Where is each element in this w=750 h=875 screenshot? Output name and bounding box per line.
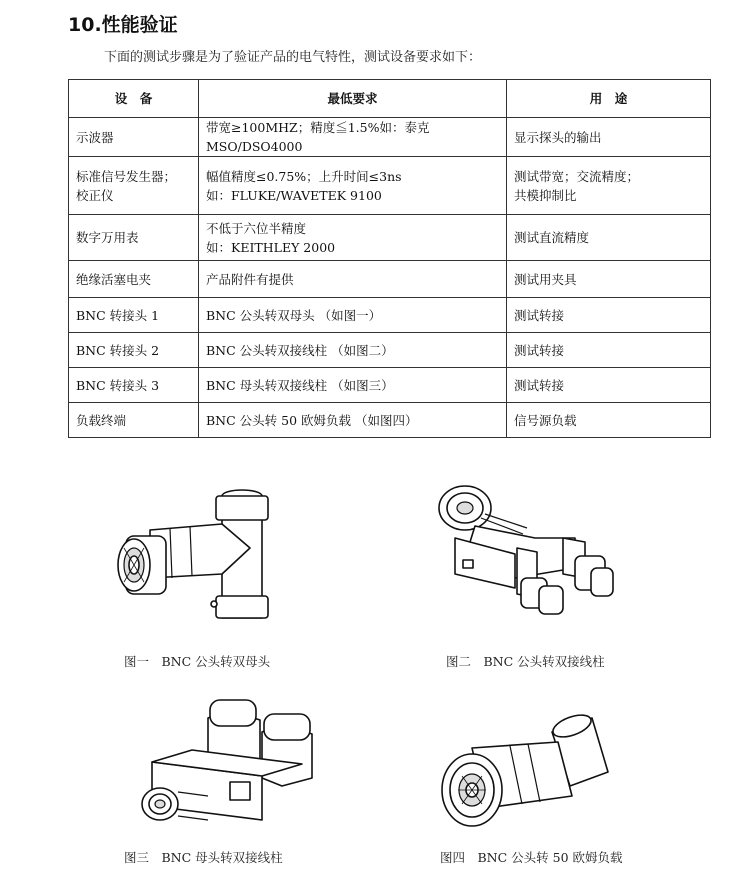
cell-device: 标准信号发生器； 校正仪 bbox=[69, 157, 199, 215]
cell-usage: 测试直流精度 bbox=[507, 215, 711, 261]
table-row bbox=[69, 215, 711, 261]
cell-device: 负载终端 bbox=[69, 403, 199, 438]
table-row bbox=[69, 261, 711, 298]
section-title: 10.性能验证 bbox=[68, 14, 178, 36]
bnc-50-ohm-terminator-illustration bbox=[432, 712, 622, 842]
cell-device: 数字万用表 bbox=[69, 215, 199, 261]
cell-usage: 显示探头的输出 bbox=[507, 118, 711, 157]
table-header-row bbox=[69, 80, 711, 118]
cell-requirement: 带宽≥100MHZ；精度≦1.5%如：泰克 MSO/DSO4000 bbox=[199, 118, 507, 157]
table-row bbox=[69, 368, 711, 403]
cell-device: 绝缘活塞电夹 bbox=[69, 261, 199, 298]
bnc-tee-adapter-illustration bbox=[110, 478, 310, 638]
table-row bbox=[69, 118, 711, 157]
intro-paragraph: 下面的测试步骤是为了验证产品的电气特性，测试设备要求如下： bbox=[104, 50, 482, 65]
header-requirement: 最低要求 bbox=[199, 80, 507, 118]
cell-requirement: BNC 公头转双母头 （如图一） bbox=[199, 298, 507, 333]
table-row bbox=[69, 403, 711, 438]
cell-requirement: 幅值精度≤0.75%；上升时间≤3ns 如：FLUKE/WAVETEK 9100 bbox=[199, 157, 507, 215]
cell-device: BNC 转接头 2 bbox=[69, 333, 199, 368]
cell-requirement: BNC 母头转双接线柱 （如图三） bbox=[199, 368, 507, 403]
cell-device: 示波器 bbox=[69, 118, 199, 157]
table-row bbox=[69, 298, 711, 333]
figure-2-caption: 图二 BNC 公头转双接线柱 bbox=[446, 654, 605, 669]
table-row bbox=[69, 333, 711, 368]
cell-requirement: 产品附件有提供 bbox=[199, 261, 507, 298]
cell-device: BNC 转接头 1 bbox=[69, 298, 199, 333]
cell-requirement: BNC 公头转双接线柱 （如图二） bbox=[199, 333, 507, 368]
cell-usage: 测试转接 bbox=[507, 333, 711, 368]
cell-usage: 测试用夹具 bbox=[507, 261, 711, 298]
cell-device: BNC 转接头 3 bbox=[69, 368, 199, 403]
header-device: 设 备 bbox=[69, 80, 199, 118]
cell-usage: 信号源负载 bbox=[507, 403, 711, 438]
header-usage: 用 途 bbox=[507, 80, 711, 118]
equipment-table bbox=[68, 79, 711, 438]
figure-3-caption: 图三 BNC 母头转双接线柱 bbox=[124, 850, 283, 865]
cell-requirement: 不低于六位半精度 如：KEITHLEY 2000 bbox=[199, 215, 507, 261]
cell-usage: 测试转接 bbox=[507, 368, 711, 403]
bnc-male-binding-post-illustration bbox=[425, 478, 635, 628]
figure-1-caption: 图一 BNC 公头转双母头 bbox=[124, 654, 271, 669]
bnc-female-binding-post-illustration bbox=[132, 692, 322, 842]
figure-4-caption: 图四 BNC 公头转 50 欧姆负载 bbox=[440, 850, 623, 865]
cell-requirement: BNC 公头转 50 欧姆负载 （如图四） bbox=[199, 403, 507, 438]
cell-usage: 测试转接 bbox=[507, 298, 711, 333]
table-row bbox=[69, 157, 711, 215]
cell-usage: 测试带宽；交流精度； 共模抑制比 bbox=[507, 157, 711, 215]
